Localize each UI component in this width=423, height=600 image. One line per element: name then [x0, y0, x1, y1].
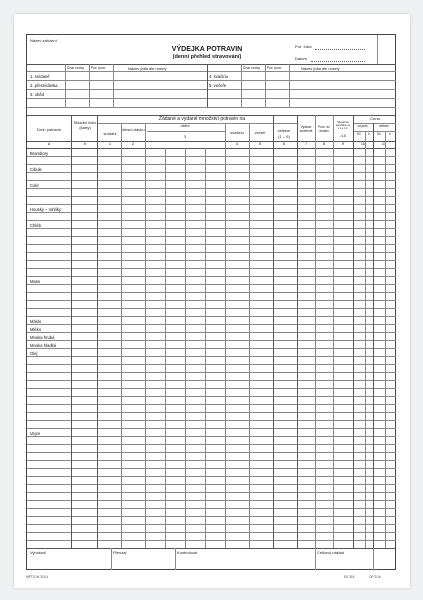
row-chleb: Chléb	[30, 223, 41, 228]
col-snack1: přesní-dávku	[121, 127, 145, 132]
table-column-line	[145, 123, 146, 548]
serial-label: Poř. číslo	[295, 44, 312, 49]
table-row-line	[27, 348, 396, 349]
table-row-line	[27, 364, 396, 365]
table-row-line	[27, 508, 396, 509]
table-row-line	[27, 396, 396, 397]
col-storage: Skladní číslo (karty)	[73, 120, 97, 130]
table-row-line	[27, 444, 396, 445]
col-lunch: oběd	[180, 123, 190, 128]
row-maso: Maso	[30, 279, 41, 284]
table-row-line	[27, 316, 396, 317]
col-group-header: Žádané a vydané množství potravin na	[158, 116, 246, 122]
table-column-line	[273, 115, 274, 548]
org-label: Název zařízení	[30, 38, 57, 43]
table-column-line	[365, 131, 366, 548]
col-dinner: večeři	[254, 130, 266, 135]
col-total: celkem	[277, 128, 291, 133]
meal-snack1: 2. přesnídávka	[30, 83, 58, 88]
table-row-line	[27, 420, 396, 421]
table-row-line	[27, 204, 396, 205]
table-row-line	[27, 172, 396, 173]
table-row-line	[27, 476, 396, 477]
table-row-line	[27, 356, 396, 357]
table-row-line	[27, 372, 396, 373]
form-subtitle: (denní přehled stravování)	[172, 54, 242, 60]
row-cukr: Cukr	[30, 183, 39, 188]
table-row-line	[27, 388, 396, 389]
table-column-line	[373, 123, 374, 548]
table-column-line	[353, 115, 354, 548]
table-row-line	[27, 324, 396, 325]
table-row-line	[27, 212, 396, 213]
table-row-line	[27, 164, 396, 165]
table-row-line	[27, 252, 396, 253]
table-row-line	[27, 412, 396, 413]
footer-issued-by: Vyhotovil	[30, 550, 47, 555]
table-row-line	[27, 276, 396, 277]
dish-col-right: Název jídla dle normy	[301, 66, 340, 71]
form-code-right1: ES 316	[344, 575, 355, 579]
table-row-line	[27, 260, 396, 261]
table-row-line	[27, 156, 396, 157]
table-row-line	[27, 452, 396, 453]
col-diff-sub: -4-8	[340, 134, 346, 138]
row-olej: Olej	[30, 351, 38, 356]
form-code-left: MPTS 06 315 4	[26, 575, 49, 579]
table-column-line	[121, 123, 122, 548]
table-row-line	[27, 300, 396, 301]
norm-col-left: Číslo normy	[67, 66, 85, 70]
col-food-type: Druh potravin	[36, 127, 61, 132]
table-row-line	[27, 516, 396, 517]
dish-col-left: Název jídla dle normy	[128, 66, 167, 71]
table-column-line	[185, 148, 186, 548]
col-diff: Skutečná spotřeba ve v.v.s.z.č.	[335, 120, 351, 131]
table-column-line	[315, 115, 316, 548]
footer-received-by: Převzal	[113, 550, 127, 555]
col-price-total: celkem	[378, 124, 390, 128]
norm-col-right: Číslo normy	[243, 66, 261, 70]
col-kc-2: Kč	[377, 132, 381, 136]
row-housky: Housky – rohlíky	[30, 207, 61, 212]
table-row-line	[27, 532, 396, 533]
col-h-1: h	[368, 132, 370, 136]
table-row-line	[27, 436, 396, 437]
table-row-line	[27, 180, 396, 181]
table-column-line	[71, 115, 72, 548]
row-vejce: Vejce	[30, 431, 41, 436]
table-row-line	[27, 196, 396, 197]
table-row-line	[27, 524, 396, 525]
col-snack2: svačinu	[230, 130, 244, 135]
col-unit-price: Pros. do detailu	[318, 125, 330, 133]
table-row-line	[27, 188, 396, 189]
table-column-line	[225, 123, 226, 548]
table-column-line	[333, 115, 334, 548]
form-code-right2: OP 2/16	[369, 575, 381, 579]
table-row-line	[27, 380, 396, 381]
meal-breakfast: 1. snídaně	[30, 74, 50, 79]
form-frame: Název zařízení VÝDEJKA POTRAVIN (denní přehled stravování) Poř. číslo Datum Číslo normy Poč. porcí Název jídla dle normy Číslo normy Poč. porcí Název jídla dle normy 1. snídaně 2. přesnídávka 3. oběd 4. svačina 5. večeře Druh potravin Skladní číslo (karty) Žádané a vydané množství potravin na snídani přesní-dávku oběd svačinu večeři celkem (1 – 5) Vydáno skutečně Pros. do detailu Skutečná spotřeba ve v.v.s.z.č. -4-8 Cena za jedn. celkem Kč h Kč h a b 1 2 3 4 5 6 7 8 9 10 11 Brambory Cibule Cukr Housky – rohlíky Chléb Maso Máslo Mléko Mouka hrubá Mouka hladká Olej Vejce Vyhotovil Převzal Kontroloval Celkový náklad	[26, 34, 396, 570]
meal-snack2: 4. svačina	[209, 74, 228, 79]
serial-field[interactable]	[315, 49, 365, 50]
footer-total-cost: Celkový náklad	[317, 550, 345, 555]
table-row-line	[27, 292, 396, 293]
date-label: Datum	[295, 56, 307, 61]
col-h-2: h	[389, 132, 391, 136]
row-mleko: Mléko	[30, 327, 42, 332]
table-row-line	[27, 340, 396, 341]
col-total-range: (1 – 5)	[278, 134, 290, 139]
table-row-line	[27, 308, 396, 309]
col-breakfast: snídani	[103, 131, 117, 136]
table-row-line	[27, 332, 396, 333]
row-mouka-hladka: Mouka hladká	[30, 343, 57, 348]
date-field[interactable]	[311, 61, 365, 62]
form-sheet	[14, 14, 410, 588]
table-row-line	[27, 468, 396, 469]
table-row-line	[27, 284, 396, 285]
table-row-line	[27, 428, 396, 429]
table-column-line	[205, 148, 206, 548]
table-row-line	[27, 460, 396, 461]
portions-col-right: Poč. porcí	[267, 66, 282, 70]
row-mouka-hruba: Mouka hrubá	[30, 335, 55, 340]
table-column-line	[297, 115, 298, 548]
table-row-line	[27, 244, 396, 245]
form-title: VÝDEJKA POTRAVIN	[171, 46, 243, 53]
table-row-line	[27, 228, 396, 229]
table-column-line	[385, 131, 386, 548]
table-row-line	[27, 540, 396, 541]
table-row-line	[27, 236, 396, 237]
table-column-line	[249, 123, 250, 548]
row-maslo: Máslo	[30, 319, 42, 324]
table-column-line	[97, 115, 98, 548]
table-row-line	[27, 500, 396, 501]
col-price: Cena	[370, 116, 380, 121]
meal-lunch: 3. oběd	[30, 92, 44, 97]
row-brambory: Brambory	[30, 151, 49, 156]
table-row-line	[27, 268, 396, 269]
col-per-unit: za jedn.	[357, 124, 369, 128]
row-cibule: Cibule	[30, 167, 42, 172]
table-row-line	[27, 404, 396, 405]
meal-dinner: 5. večeře	[209, 83, 227, 88]
table-row-line	[27, 484, 396, 485]
table-column-line	[165, 148, 166, 548]
table-row-line	[27, 492, 396, 493]
col-kc-1: Kč	[357, 132, 361, 136]
footer-checked-by: Kontroloval	[177, 550, 198, 555]
table-row-line	[27, 220, 396, 221]
col-issued: Vydáno skutečně	[299, 125, 313, 133]
portions-col-left: Poč. porcí	[91, 66, 106, 70]
